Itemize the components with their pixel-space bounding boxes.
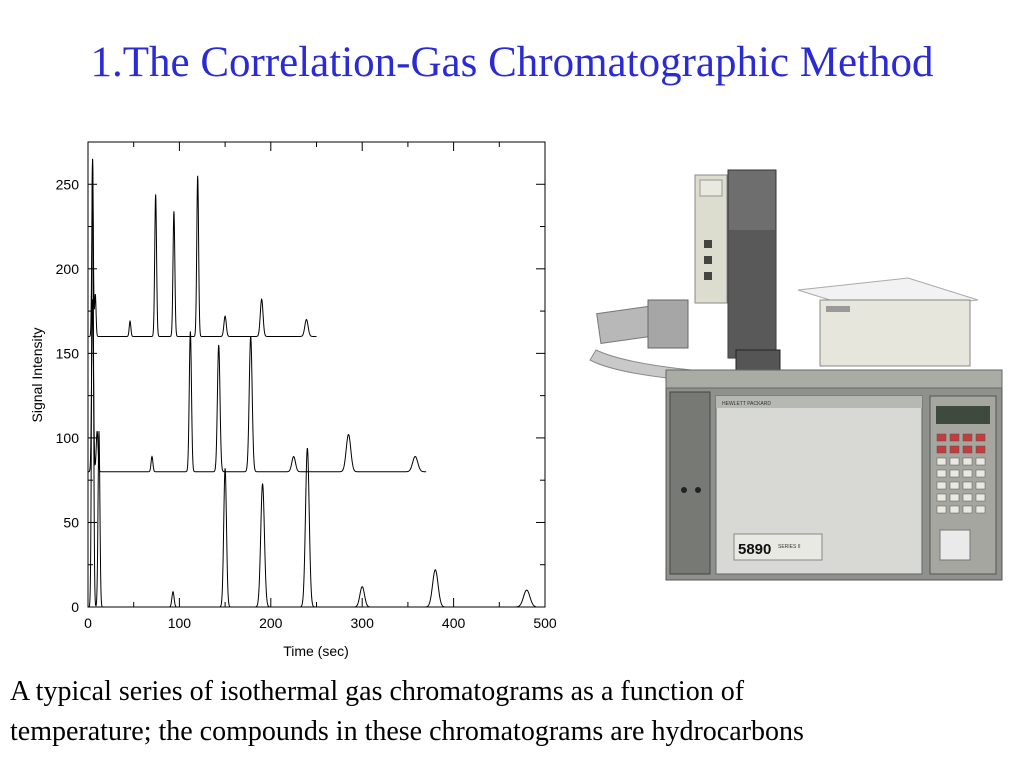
keypad-key <box>976 458 985 465</box>
keypad-key <box>976 482 985 489</box>
keypad-key <box>950 446 959 453</box>
keypad-key <box>963 434 972 441</box>
keypad-slot <box>940 530 970 560</box>
y-tick-labels <box>56 176 80 615</box>
keypad-display <box>936 406 990 424</box>
keypad-key <box>963 446 972 453</box>
keypad-key <box>976 470 985 477</box>
keypad-key <box>963 458 972 465</box>
x-tick-label: 500 <box>533 615 557 631</box>
keypad-key <box>963 482 972 489</box>
keypad-key <box>937 446 946 453</box>
keypad-key <box>950 482 959 489</box>
caption-line: A typical series of isothermal gas chromatograms as a function of <box>10 676 745 707</box>
y-axis-label: Signal Intensity <box>29 327 45 423</box>
tower-button <box>704 256 712 264</box>
x-tick-label: 0 <box>84 615 92 631</box>
chromatogram-series <box>88 159 536 607</box>
left-panel-knob <box>695 487 701 493</box>
keypad-key <box>976 494 985 501</box>
brand-label: HEWLETT PACKARD <box>722 401 771 407</box>
keypad-key <box>937 470 946 477</box>
keypad-key <box>950 458 959 465</box>
tower-button <box>704 272 712 280</box>
x-axis-label: Time (sec) <box>283 643 349 659</box>
y-tick-label: 250 <box>55 176 79 193</box>
y-tick-label: 100 <box>55 429 79 446</box>
model-label: 5890 <box>738 541 772 558</box>
gc-top-panel <box>666 370 1002 388</box>
x-tick-label: 300 <box>350 615 374 631</box>
keypad-key <box>950 470 959 477</box>
series-label: SERIES II <box>778 544 801 550</box>
tower-button <box>704 240 712 248</box>
chromatogram-chart <box>20 130 565 665</box>
keypad-key <box>950 506 959 513</box>
integrator-label <box>826 306 850 312</box>
x-tick-label: 400 <box>441 615 466 631</box>
keypad-key <box>976 506 985 513</box>
gas-chromatograph-photo <box>588 160 1008 590</box>
keypad-key <box>950 494 959 501</box>
keypad-key <box>976 434 985 441</box>
left-panel-knob <box>681 487 687 493</box>
y-tick-label: 50 <box>63 514 79 531</box>
tower-display <box>700 180 722 196</box>
y-tick-label: 200 <box>55 260 79 277</box>
keypad-key <box>937 494 946 501</box>
injector-column-shade <box>728 230 776 358</box>
x-tick-label: 200 <box>259 615 283 631</box>
keypad-key <box>937 458 946 465</box>
keypad-key <box>963 494 972 501</box>
y-tick-label: 0 <box>71 599 79 615</box>
slide-title: 1.The Correlation-Gas Chromatographic Method <box>90 39 934 86</box>
keypad-key <box>937 482 946 489</box>
x-tick-label: 100 <box>167 615 192 631</box>
series-line-chromatogram-mid-temperature <box>88 299 426 471</box>
keypad-key <box>963 470 972 477</box>
keypad-key <box>963 506 972 513</box>
keypad-key <box>976 446 985 453</box>
x-tick-labels <box>84 615 557 631</box>
keypad-key <box>937 434 946 441</box>
y-tick-label: 150 <box>55 345 79 362</box>
autosampler-head <box>648 300 688 348</box>
series-line-chromatogram-high-temperature <box>88 159 317 337</box>
keypad-key <box>950 434 959 441</box>
slide-caption <box>10 672 1010 752</box>
keypad-key <box>937 506 946 513</box>
caption-line: temperature; the compounds in these chromatograms are hydrocarbons <box>10 716 804 747</box>
gc-left-panel <box>670 392 710 574</box>
